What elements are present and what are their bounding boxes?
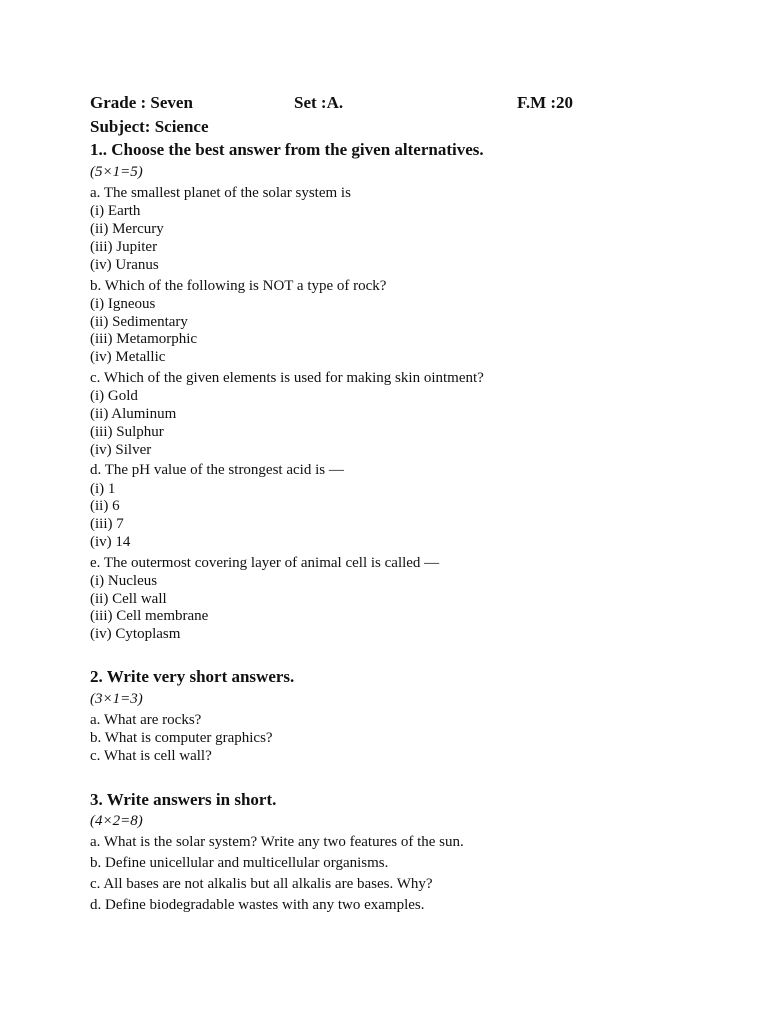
subject-label: Subject: Science bbox=[90, 117, 209, 136]
option: (i) Earth bbox=[90, 203, 141, 219]
option: (ii) Sedimentary bbox=[90, 314, 188, 330]
option: (ii) Mercury bbox=[90, 221, 164, 237]
question-3d: d. Define biodegradable wastes with any two examples. bbox=[90, 897, 425, 913]
option: (iv) Uranus bbox=[90, 257, 159, 273]
question-1e: e. The outermost covering layer of animal cell is called — bbox=[90, 555, 440, 571]
option: (i) Nucleus bbox=[90, 573, 158, 589]
option: (iii) Jupiter bbox=[90, 239, 158, 255]
option: (iv) Silver bbox=[90, 442, 152, 458]
full-marks-label: F.M :20 bbox=[517, 93, 574, 112]
question-1d: d. The pH value of the strongest acid is — bbox=[90, 462, 344, 478]
option: (iii) Cell membrane bbox=[90, 608, 209, 624]
option: (i) 1 bbox=[90, 481, 116, 497]
section2-marks: (3×1=3) bbox=[90, 691, 143, 707]
option: (iii) Metamorphic bbox=[90, 331, 198, 347]
option: (i) Gold bbox=[90, 388, 138, 404]
option: (ii) Aluminum bbox=[90, 406, 177, 422]
question-2c: c. What is cell wall? bbox=[90, 748, 212, 764]
option: (iii) Sulphur bbox=[90, 424, 164, 440]
section1-marks: (5×1=5) bbox=[90, 164, 143, 180]
question-2b: b. What is computer graphics? bbox=[90, 730, 273, 746]
option: (iv) Cytoplasm bbox=[90, 626, 181, 642]
option: (ii) 6 bbox=[90, 498, 120, 514]
option: (iii) 7 bbox=[90, 516, 124, 532]
question-3c: c. All bases are not alkalis but all alkalis are bases. Why? bbox=[90, 876, 433, 892]
question-1c: c. Which of the given elements is used for making skin ointment? bbox=[90, 370, 484, 386]
option: (iv) 14 bbox=[90, 534, 131, 550]
question-1a: a. The smallest planet of the solar system is bbox=[90, 185, 351, 201]
grade-label: Grade : Seven bbox=[90, 93, 193, 112]
option: (i) Igneous bbox=[90, 296, 156, 312]
section3-title: 3. Write answers in short. bbox=[90, 790, 277, 809]
section3-marks: (4×2=8) bbox=[90, 813, 143, 829]
section2-title: 2. Write very short answers. bbox=[90, 667, 295, 686]
question-1b: b. Which of the following is NOT a type of rock? bbox=[90, 278, 387, 294]
question-3b: b. Define unicellular and multicellular organisms. bbox=[90, 855, 389, 871]
option: (iv) Metallic bbox=[90, 349, 166, 365]
section1-title: 1.. Choose the best answer from the given alternatives. bbox=[90, 140, 484, 159]
question-2a: a. What are rocks? bbox=[90, 712, 202, 728]
option: (ii) Cell wall bbox=[90, 591, 167, 607]
question-3a: a. What is the solar system? Write any two features of the sun. bbox=[90, 834, 464, 850]
set-label: Set :A. bbox=[294, 93, 344, 112]
